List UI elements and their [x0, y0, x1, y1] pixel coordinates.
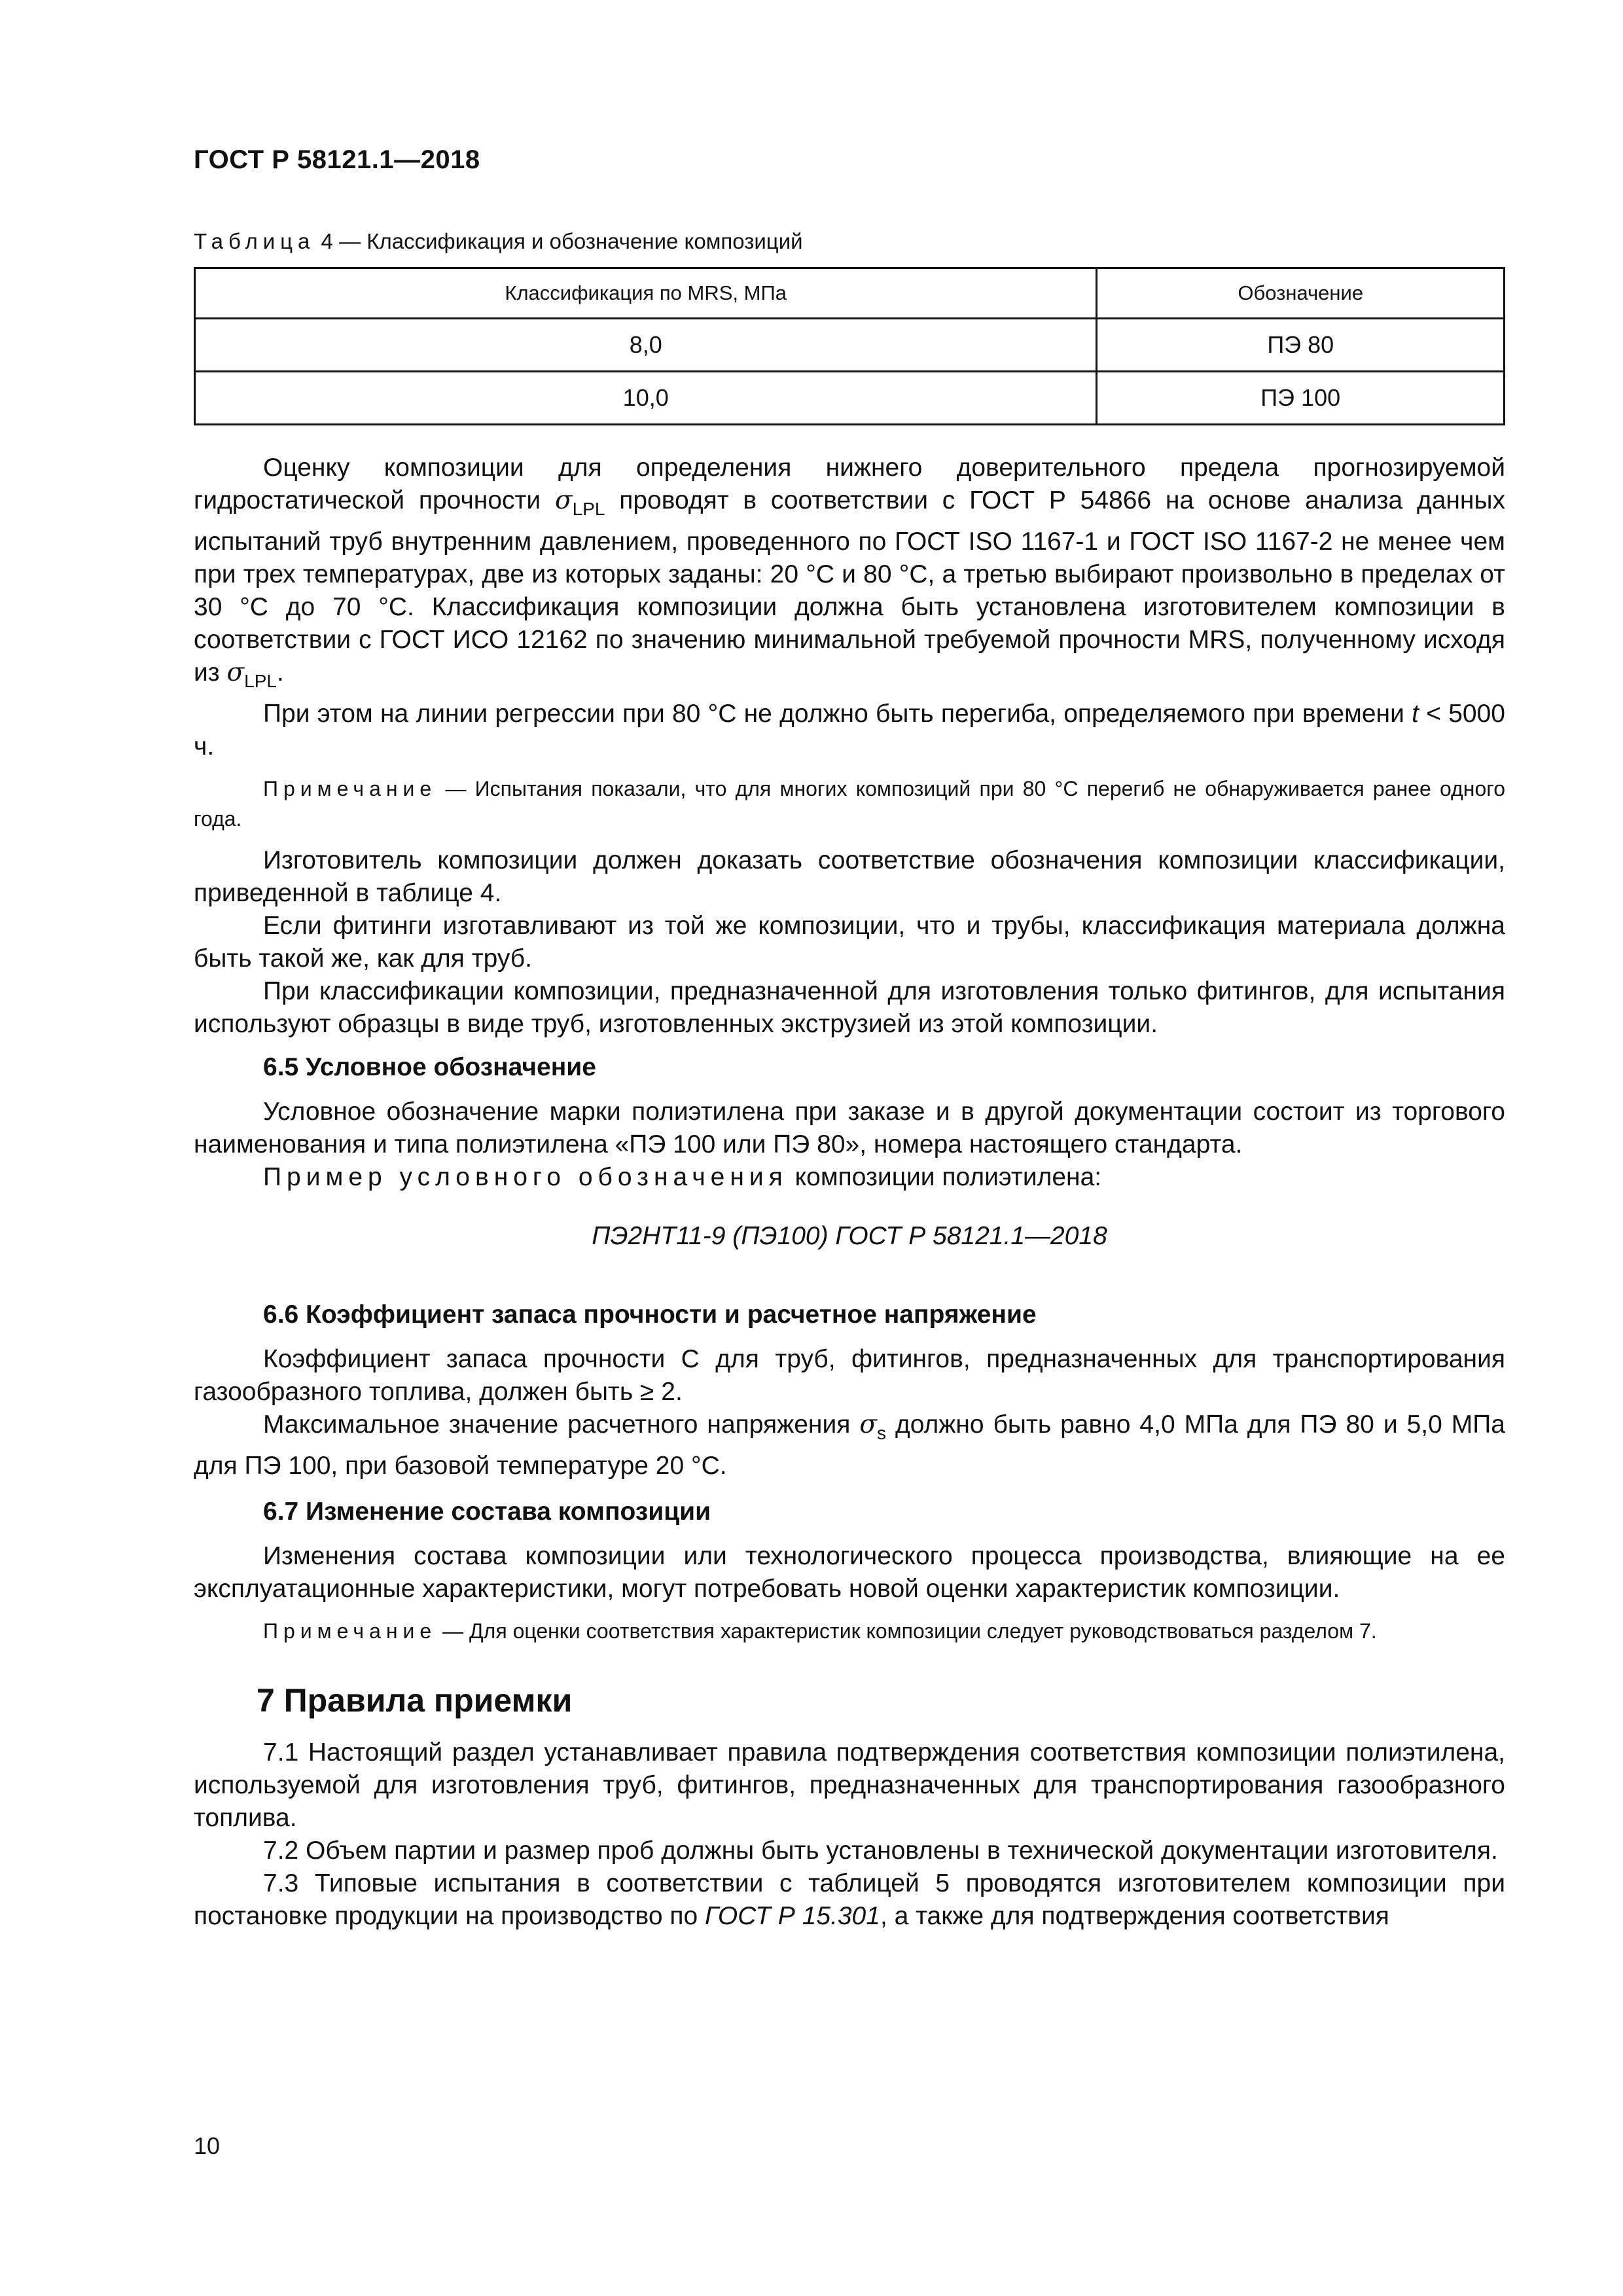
subscript-lpl: LPL: [244, 671, 277, 691]
table-row: [195, 319, 1505, 372]
paragraph-regression: [194, 698, 1505, 763]
sigma-symbol: σ: [554, 486, 573, 515]
sigma-symbol: σ: [226, 658, 245, 687]
text-run: .: [276, 658, 284, 687]
table-caption-text: 4 — Классификация и обозначение композиций: [315, 229, 803, 253]
page-number: 10: [194, 2132, 221, 2159]
paragraph-manufacturer: Изготовитель композиции должен доказать соответствие обозначения композиции классификации, приведенной в таблице 4.: [194, 846, 1505, 907]
text-run: должно быть равно 4,0 МПа для ПЭ 80 и 5,0 МПа для ПЭ 100, при базовой температуре 20 °С.: [194, 1410, 1505, 1480]
text-run: < 5000 ч.: [194, 700, 1506, 761]
table-cell: ПЭ 80: [1097, 319, 1505, 372]
table-caption: [194, 229, 803, 254]
classification-table: [194, 267, 1505, 425]
paragraph-safety-factor: Коэффициент запаса прочности С для труб, фитингов, предназначенных для транспортирования газообразного топлива, должен быть ≥ 2.: [194, 1345, 1505, 1406]
note-text: — Испытания показали, что для многих композиций при 80 °С перегиб не обнаруживается ранее одного года.: [194, 777, 1505, 831]
paragraph-designation: Условное обозначение марки полиэтилена при заказе и в другой документации состоит из торгового наименования и типа полиэтилена «ПЭ 100 или ПЭ 80», номера настоящего стандарта.: [194, 1098, 1505, 1158]
column-header-designation: Обозначение: [1097, 268, 1505, 319]
example-intro: [194, 1161, 1505, 1194]
subscript-s: s: [876, 1423, 886, 1443]
standard-header: ГОСТ Р 58121.1—2018: [194, 145, 480, 174]
time-variable: t: [1412, 700, 1419, 728]
section-6-6-title: 6.6 Коэффициент запаса прочности и расчетное напряжение: [263, 1300, 1037, 1329]
note-label: Примечание: [263, 777, 437, 800]
section-7-title: 7 Правила приемки: [257, 1682, 573, 1719]
table-caption-label: Таблица: [194, 229, 315, 253]
table-row: [195, 372, 1505, 425]
paragraph-7-2: 7.2 Объем партии и размер проб должны быть установлены в технической документации изготовителя.: [263, 1837, 1498, 1865]
paragraph-fittings: Если фитинги изготавливают из той же композиции, что и трубы, классификация материала должна быть такой же, как для труб.: [194, 912, 1505, 973]
note-label: Примечание: [263, 1619, 437, 1643]
paragraph-composition-change: Изменения состава композиции или технологического процесса производства, влияющие на ее эксплуатационные характеристики, могут потребовать новой оценки характеристик композиции.: [194, 1542, 1505, 1603]
paragraph-fittings-only: При классификации композиции, предназначенной для изготовления только фитингов, для испытания используют образцы в виде труб, изготовленных экструзией из этой композиции.: [194, 977, 1505, 1038]
column-header-mrs: Классификация по MRS, МПа: [195, 268, 1097, 319]
section-6-7-title: 6.7 Изменение состава композиции: [263, 1498, 711, 1526]
note-2: [194, 1616, 1505, 1646]
text-run: Максимальное значение расчетного напряжения: [263, 1410, 860, 1439]
table-header-row: [195, 268, 1505, 319]
standard-reference: ГОСТ Р 15.301: [705, 1902, 880, 1930]
text-run: При этом на линии регрессии при 80 °С не должно быть перегиба, определяемого при времени: [263, 700, 1412, 728]
paragraph-7-1: 7.1 Настоящий раздел устанавливает правила подтверждения соответствия композиции полиэтилена, используемой для изготовления труб, фитингов, предназначенных для транспортирования газообразного топлива.: [194, 1738, 1505, 1832]
example-label: Пример условного обозначения: [263, 1163, 788, 1191]
note-1: [194, 774, 1505, 834]
table-cell: ПЭ 100: [1097, 372, 1505, 425]
note-text: — Для оценки соответствия характеристик композиции следует руководствоваться разделом 7.: [437, 1619, 1377, 1643]
section-6-5-title: 6.5 Условное обозначение: [263, 1053, 596, 1081]
text-run: композиции полиэтилена:: [787, 1163, 1102, 1191]
sigma-symbol: σ: [859, 1410, 877, 1439]
table-cell: 8,0: [195, 319, 1097, 372]
paragraph-7-3: [194, 1867, 1505, 1933]
designation-example: ПЭ2НТ11-9 (ПЭ100) ГОСТ Р 58121.1—2018: [592, 1222, 1107, 1250]
subscript-lpl: LPL: [572, 499, 605, 519]
text-run: 7.3 Типовые испытания в соответствии с таблицей 5 проводятся изготовителем композиции при постановке продукции на производство по: [194, 1869, 1505, 1930]
main-text: [194, 452, 1505, 1933]
table-cell: 10,0: [195, 372, 1097, 425]
text-run: проводят в соответствии с ГОСТ Р 54866 на основе анализа данных испытаний труб внутренним давлением, проведенного по ГОСТ ISO 1167-1 и ГОСТ ISO 1167-2 не менее чем при трех температурах, две из которых заданы: 20 °С и 80 °С, а третью выбирают произвольно в пределах от 30 °С до 70 °С. Классификация композиции должна быть установлена изготовителем композиции в соответствии с ГОСТ ИСО 12162 по значению минимальной требуемой прочности MRS, полученному исходя из: [194, 486, 1506, 687]
paragraph-design-stress: [194, 1408, 1505, 1482]
text-run: Оценку композиции для определения нижнего доверительного предела прогнозируемой гидростатической прочности: [194, 454, 1505, 514]
text-run: , а также для подтверждения соответствия: [880, 1902, 1389, 1930]
paragraph-assessment: [194, 452, 1505, 698]
